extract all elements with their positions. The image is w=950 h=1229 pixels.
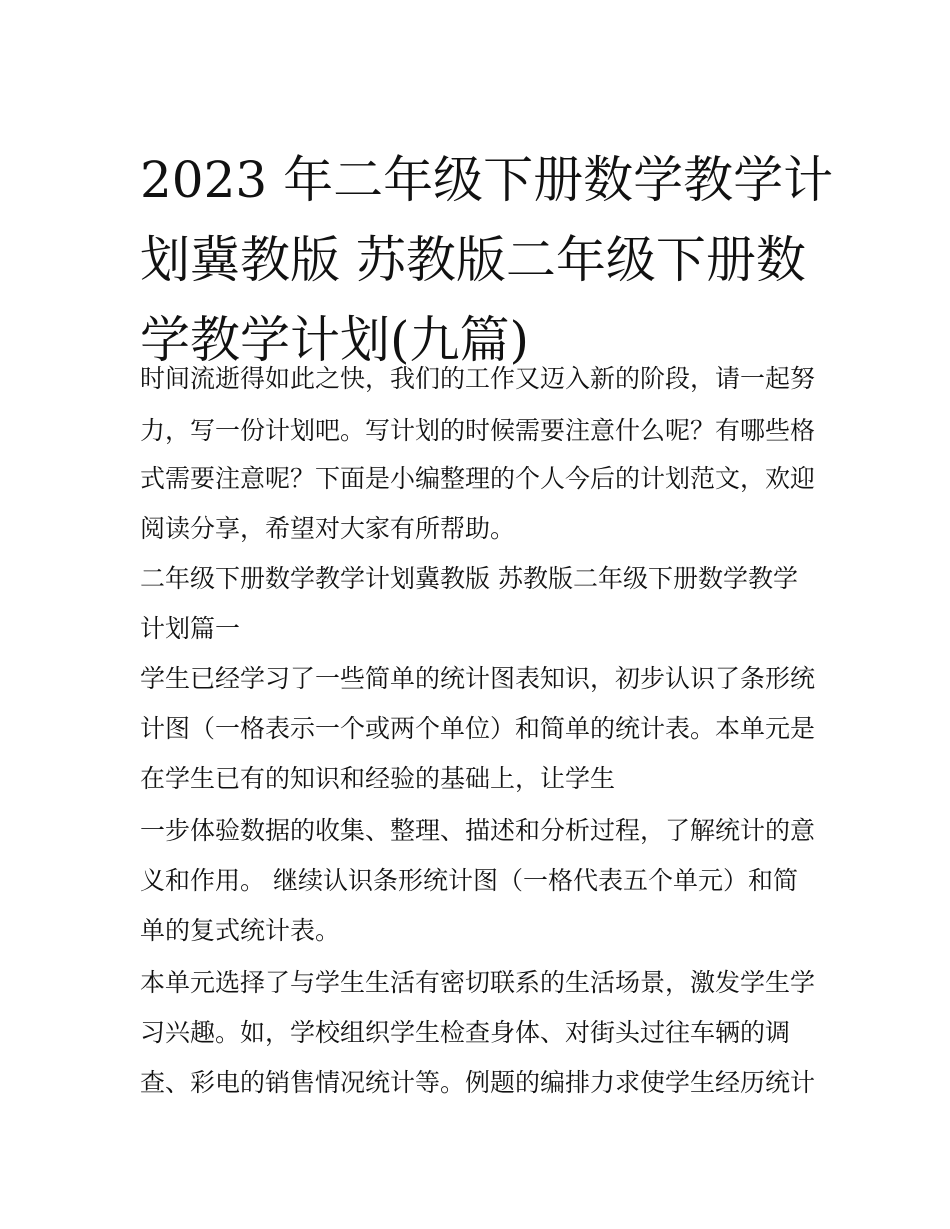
document-title-line-2: 划冀教版 苏教版二年级下册数: [140, 230, 806, 289]
body-text-line: 学生已经学习了一些简单的统计图表知识，初步认识了条形统: [140, 664, 816, 693]
body-text-line: 阅读分享，希望对大家有所帮助。: [140, 514, 516, 543]
section-heading-line: 计划篇一: [140, 614, 241, 643]
body-text-line: 时间流逝得如此之快，我们的工作又迈入新的阶段，请一起努: [140, 364, 816, 393]
body-text-line: 本单元选择了与学生生活有密切联系的生活场景，激发学生学: [140, 968, 816, 997]
body-text-line: 习兴趣。如，学校组织学生检查身体、对街头过往车辆的调: [140, 1018, 791, 1047]
body-text-line: 式需要注意呢？下面是小编整理的个人今后的计划范文，欢迎: [140, 464, 816, 493]
body-text-line: 一步体验数据的收集、整理、描述和分析过程，了解统计的意: [140, 816, 816, 845]
body-text-line: 义和作用。 继续认识条形统计图（一格代表五个单元）和简: [140, 866, 798, 895]
document-title-line-1: 2023 年二年级下册数学教学计: [140, 150, 834, 209]
body-text-line: 力，写一份计划吧。写计划的时候需要注意什么呢？有哪些格: [140, 416, 816, 445]
body-text-line: 单的复式统计表。: [140, 916, 341, 945]
body-text-line: 查、彩电的销售情况统计等。例题的编排力求使学生经历统计: [140, 1068, 816, 1097]
document-title-line-3: 学教学计划(九篇): [140, 310, 530, 369]
body-text-line: 计图（一格表示一个或两个单位）和简单的统计表。本单元是: [140, 714, 816, 743]
section-heading-line: 二年级下册数学教学计划冀教版 苏教版二年级下册数学教学: [140, 564, 798, 593]
body-text-line: 在学生已有的知识和经验的基础上，让学生: [140, 764, 616, 793]
